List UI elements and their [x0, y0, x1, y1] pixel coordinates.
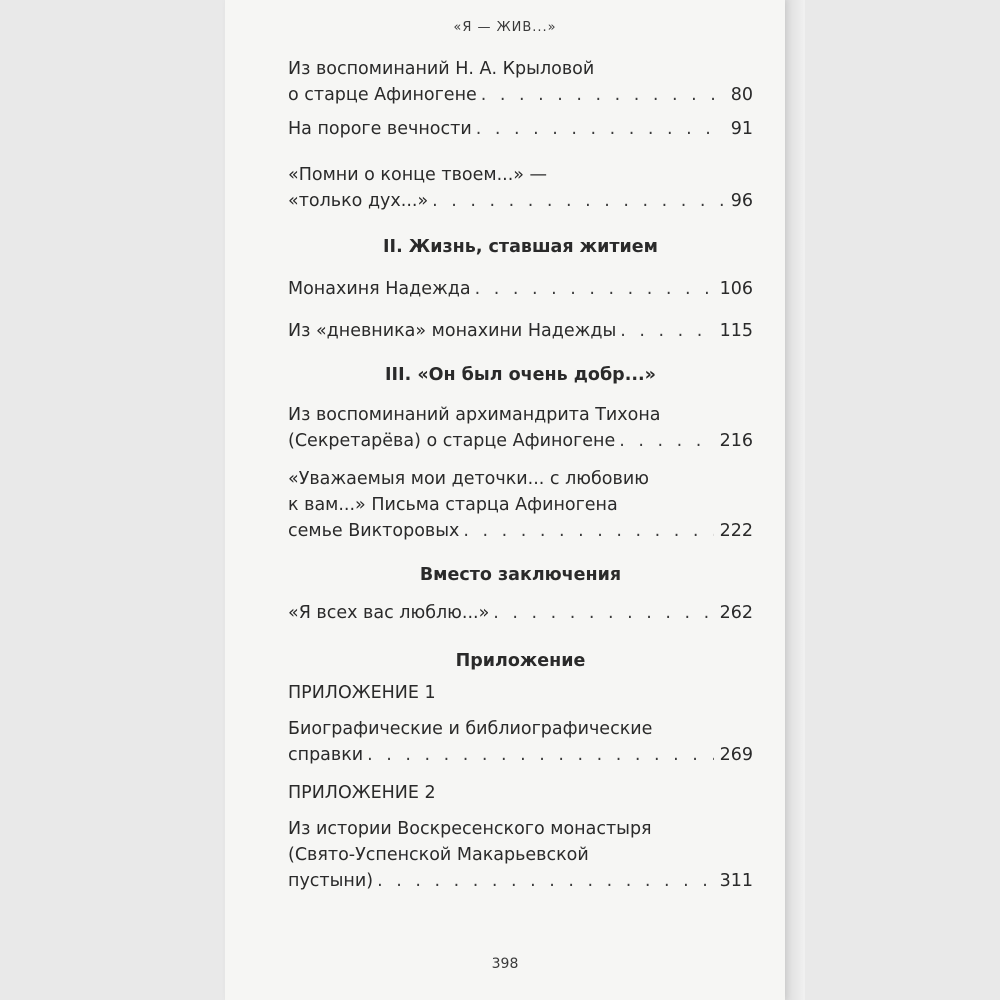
toc-entry-text: пустыни) [288, 871, 374, 891]
toc-page-number: 311 [719, 871, 753, 891]
toc-entry [288, 162, 753, 214]
toc-entry-text: Из воспоминаний архимандрита Тихона [288, 405, 661, 425]
toc-page-number: 222 [719, 521, 753, 541]
toc-entry [288, 116, 753, 142]
dot-leader [432, 188, 725, 214]
dot-leader [619, 428, 713, 454]
toc-entry-text: Из «дневника» монахини Надежды [288, 321, 617, 341]
toc-entry-text: Из воспоминаний Н. А. Крыловой [288, 59, 595, 79]
toc-entry [288, 318, 753, 344]
toc-page-number: 80 [730, 85, 753, 105]
toc-entry-text: к вам...» Письма старца Афиногена [288, 495, 618, 515]
dot-leader [475, 276, 714, 302]
section-heading: III. «Он был очень добр...» [385, 365, 656, 385]
appendix-label: ПРИЛОЖЕНИЕ 1 [288, 683, 436, 703]
toc-entry [288, 716, 753, 768]
appendix-label: ПРИЛОЖЕНИЕ 2 [288, 783, 436, 803]
toc-entry-text: справки [288, 745, 364, 765]
toc-page-number: 269 [719, 745, 753, 765]
dot-leader [377, 868, 714, 894]
toc-page-number: 106 [719, 279, 753, 299]
dot-leader [620, 318, 713, 344]
toc-entry-text: «Я всех вас люблю...» [288, 603, 490, 623]
toc-entry [288, 600, 753, 626]
toc-entry-text: (Секретарёва) о старце Афиногене [288, 431, 616, 451]
toc-page-number: 96 [730, 191, 753, 211]
toc-entry-text: семье Викторовых [288, 521, 460, 541]
toc-entry-text: Из истории Воскресенского монастыря [288, 819, 652, 839]
section-heading: Вместо заключения [419, 565, 622, 585]
book-page [225, 0, 785, 1000]
toc-page-number: 262 [719, 603, 753, 623]
toc-entry [288, 56, 753, 108]
running-head: «Я — ЖИВ...» [453, 20, 557, 35]
toc-entry-text: «Уважаемыя мои деточки... с любовию [288, 469, 649, 489]
toc-entry-text: На пороге вечности [288, 119, 472, 139]
toc-entry [288, 276, 753, 302]
page-number: 398 [491, 956, 519, 972]
section-heading: II. Жизнь, ставшая житием [383, 237, 658, 257]
toc-entry-text: Биографические и библиографические [288, 719, 653, 739]
dot-leader [463, 518, 713, 544]
toc-entry-text: о старце Афиногене [288, 85, 477, 105]
toc-entry-text: (Свято-Успенской Макарьевской [288, 845, 589, 865]
table-of-contents [288, 56, 753, 894]
toc-entry-text: Монахиня Надежда [288, 279, 471, 299]
toc-entry [288, 816, 753, 894]
dot-leader [367, 742, 713, 768]
toc-page-number: 91 [730, 119, 753, 139]
toc-page-number: 115 [719, 321, 753, 341]
toc-entry [288, 402, 753, 454]
toc-entry-text: «только дух...» [288, 191, 429, 211]
toc-entry-text: «Помни о конце твоем...» — [288, 165, 548, 185]
toc-entry [288, 466, 753, 544]
dot-leader [476, 116, 725, 142]
page-gutter-shadow [785, 0, 805, 1000]
dot-leader [493, 600, 713, 626]
toc-page-number: 216 [719, 431, 753, 451]
section-heading: Приложение [455, 651, 586, 671]
dot-leader [481, 82, 725, 108]
